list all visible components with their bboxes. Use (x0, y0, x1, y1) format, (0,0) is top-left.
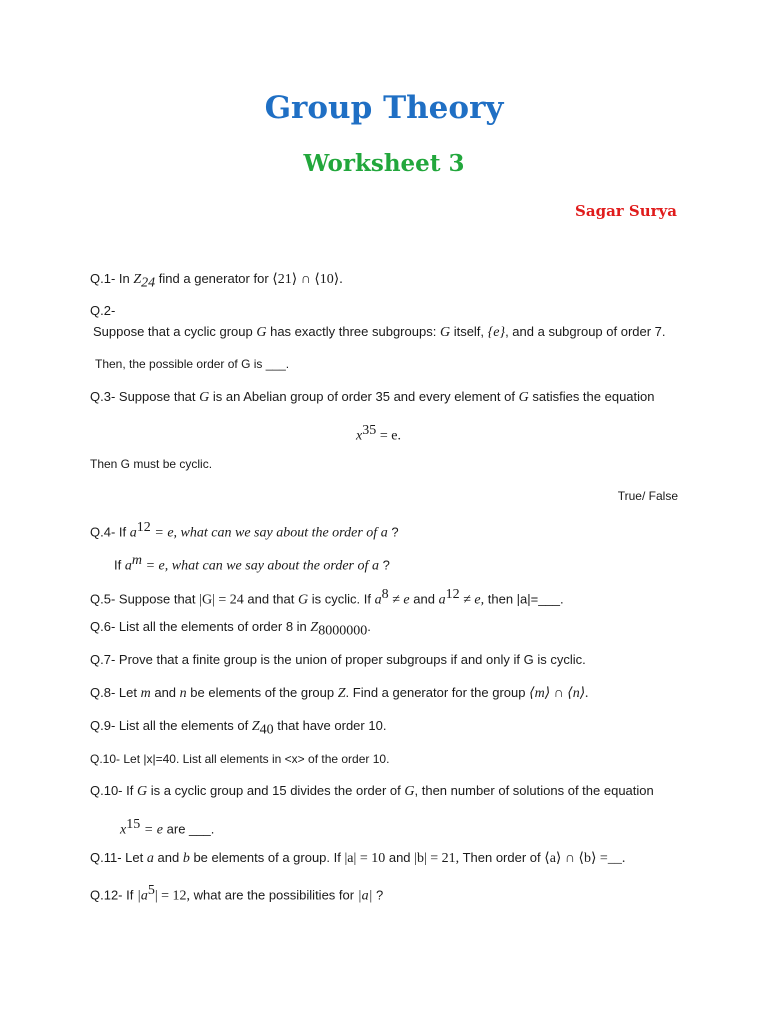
page-title: Group Theory (264, 90, 504, 126)
question-2-label: Q.2- (90, 303, 116, 318)
question-4: Q.4- If $a^{12} = e$, what can we say about the order of a ? (90, 520, 399, 541)
question-1: Q.1- In $Z_{24}$ find a generator for ⟨21⟩ ∩ ⟨10⟩. (90, 271, 343, 291)
question-10b-equation: $x^{15} = e$ are ___. (120, 817, 215, 838)
question-8: Q.8- Let m and n be elements of the group Z. Find a generator for the group ⟨m⟩ ∩ ⟨n⟩. (90, 685, 589, 701)
question-10a: Q.10- Let |x|=40. List all elements in <x> of the order 10. (90, 752, 390, 766)
author-name: Sagar Surya (575, 202, 677, 220)
question-2-line-2: Then, the possible order of G is ___. (95, 357, 290, 371)
question-5: Q.5- Suppose that |G| = 24 and that G is cyclic. If $a^8 \ne e$ and $a^{12} \ne e$, then |a|=___. (90, 587, 564, 608)
question-6: Q.6- List all the elements of order 8 in $Z_{8000000}$. (90, 619, 371, 639)
question-3-true-false: True/ False (617, 489, 678, 503)
question-3: Q.3- Suppose that G is an Abelian group of order 35 and every element of G satisfies the equation (90, 389, 655, 405)
question-3-equation: $x^{35} = e$. (356, 423, 401, 444)
question-10b: Q.10- If G is a cyclic group and 15 divides the order of G, then number of solutions of the equation (90, 783, 654, 799)
worksheet-subtitle: Worksheet 3 (303, 150, 465, 177)
question-3-line-2: Then G must be cyclic. (90, 457, 213, 471)
question-9: Q.9- List all the elements of $Z_{40}$ that have order 10. (90, 718, 387, 738)
question-11: Q.11- Let a and b be elements of a group. If |a| = 10 and |b| = 21, Then order of ⟨a⟩ ∩ ⟨b⟩ =__. (90, 850, 626, 866)
question-2-line-1: Suppose that a cyclic group G has exactly three subgroups: G itself, {e}, and a subgroup of order 7. (93, 324, 666, 340)
question-4-line-2: If $a^m = e$, what can we say about the order of a ? (114, 553, 390, 574)
question-7: Q.7- Prove that a finite group is the union of proper subgroups if and only if G is cyclic. (90, 652, 586, 667)
question-12: Q.12- If $|a^5| = 12$, what are the possibilities for |a| ? (90, 883, 384, 904)
